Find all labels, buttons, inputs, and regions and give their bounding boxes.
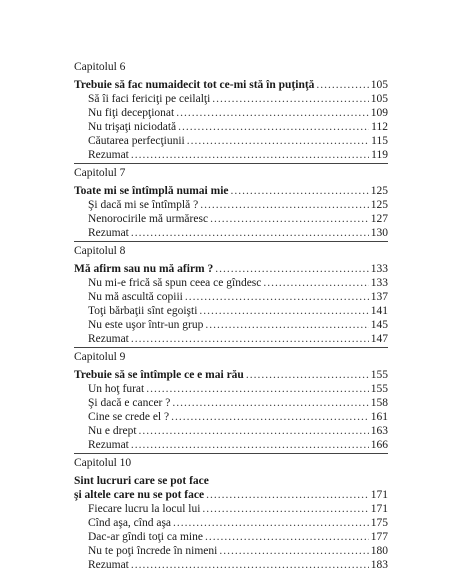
page-number: 105 bbox=[370, 79, 388, 91]
chapter-label: Capitolul 7 bbox=[74, 167, 126, 179]
page-number: 133 bbox=[370, 263, 388, 275]
chapter-title: şi altele care nu se pot face ..... 171 bbox=[74, 488, 388, 502]
toc-entry: Dac-ar gîndi toţi ca mine ..... 177 bbox=[74, 530, 388, 544]
toc-entry: Şi dacă e cancer ? ..... 158 bbox=[74, 396, 388, 410]
chapter-divider bbox=[74, 453, 388, 454]
toc-entry: Rezumat ..... 119 bbox=[74, 148, 388, 162]
chapter-8 bbox=[74, 244, 388, 346]
chapter-divider bbox=[74, 241, 388, 242]
chapter-title-line1: Sint lucruri care se pot face bbox=[74, 475, 209, 487]
chapter-label: Capitolul 8 bbox=[74, 245, 126, 257]
toc-entry: Şi dacă mi se întîmplă ? ..... 125 bbox=[74, 198, 388, 212]
chapter-label: Capitolul 10 bbox=[74, 457, 132, 469]
chapter-label: Capitolul 6 bbox=[74, 61, 126, 73]
toc-entry: Nu mi-e frică să spun ceea ce gîndesc ..... 133 bbox=[74, 276, 388, 290]
toc-entry: Nu te poţi încrede în nimeni ..... 180 bbox=[74, 544, 388, 558]
page-number: 125 bbox=[370, 185, 388, 197]
table-of-contents bbox=[74, 60, 388, 572]
toc-entry: Nu fiţi decepţionat ..... 109 bbox=[74, 106, 388, 120]
toc-entry: Cine se crede el ? ..... 161 bbox=[74, 410, 388, 424]
toc-entry: Căutarea perfecţiunii ..... 115 bbox=[74, 134, 388, 148]
toc-entry: Nenorocirile mă urmăresc ..... 127 bbox=[74, 212, 388, 226]
toc-entry: Rezumat ..... 183 bbox=[74, 558, 388, 572]
chapter-divider bbox=[74, 347, 388, 348]
toc-entry: Nu e drept ..... 163 bbox=[74, 424, 388, 438]
chapter-9 bbox=[74, 350, 388, 452]
toc-entry: Nu mă ascultă copiii ..... 137 bbox=[74, 290, 388, 304]
toc-entry: Cînd aşa, cînd aşa ..... 175 bbox=[74, 516, 388, 530]
chapter-title: Toate mi se întîmplă numai mie ..... 125 bbox=[74, 184, 388, 198]
chapter-title: Trebuie să se întîmple ce e mai rău ..... 155 bbox=[74, 368, 388, 382]
toc-entry: Nu este uşor într-un grup ..... 145 bbox=[74, 318, 388, 332]
toc-entry: Fiecare lucru la locul lui ..... 171 bbox=[74, 502, 388, 516]
chapter-label: Capitolul 9 bbox=[74, 351, 126, 363]
chapter-7 bbox=[74, 166, 388, 240]
toc-entry: Rezumat ..... 147 bbox=[74, 332, 388, 346]
page-number: 155 bbox=[370, 369, 388, 381]
toc-entry: Rezumat ..... 166 bbox=[74, 438, 388, 452]
chapter-title: Trebuie să fac numaidecit tot ce-mi stă în puţinţă ..... 105 bbox=[74, 78, 388, 92]
page-number: 171 bbox=[370, 489, 388, 501]
chapter-divider bbox=[74, 163, 388, 164]
toc-entry: Rezumat ..... 130 bbox=[74, 226, 388, 240]
chapter-title: Mă afirm sau nu mă afirm ? ..... 133 bbox=[74, 262, 388, 276]
toc-entry: Un hoţ furat ..... 155 bbox=[74, 382, 388, 396]
chapter-10 bbox=[74, 456, 388, 572]
chapter-6 bbox=[74, 60, 388, 162]
toc-entry: Să îi faci fericiţi pe ceilalţi ..... 105 bbox=[74, 92, 388, 106]
toc-entry: Nu trişaţi niciodată ..... 112 bbox=[74, 120, 388, 134]
toc-entry: Toţi bărbaţii sînt egoişti ..... 141 bbox=[74, 304, 388, 318]
